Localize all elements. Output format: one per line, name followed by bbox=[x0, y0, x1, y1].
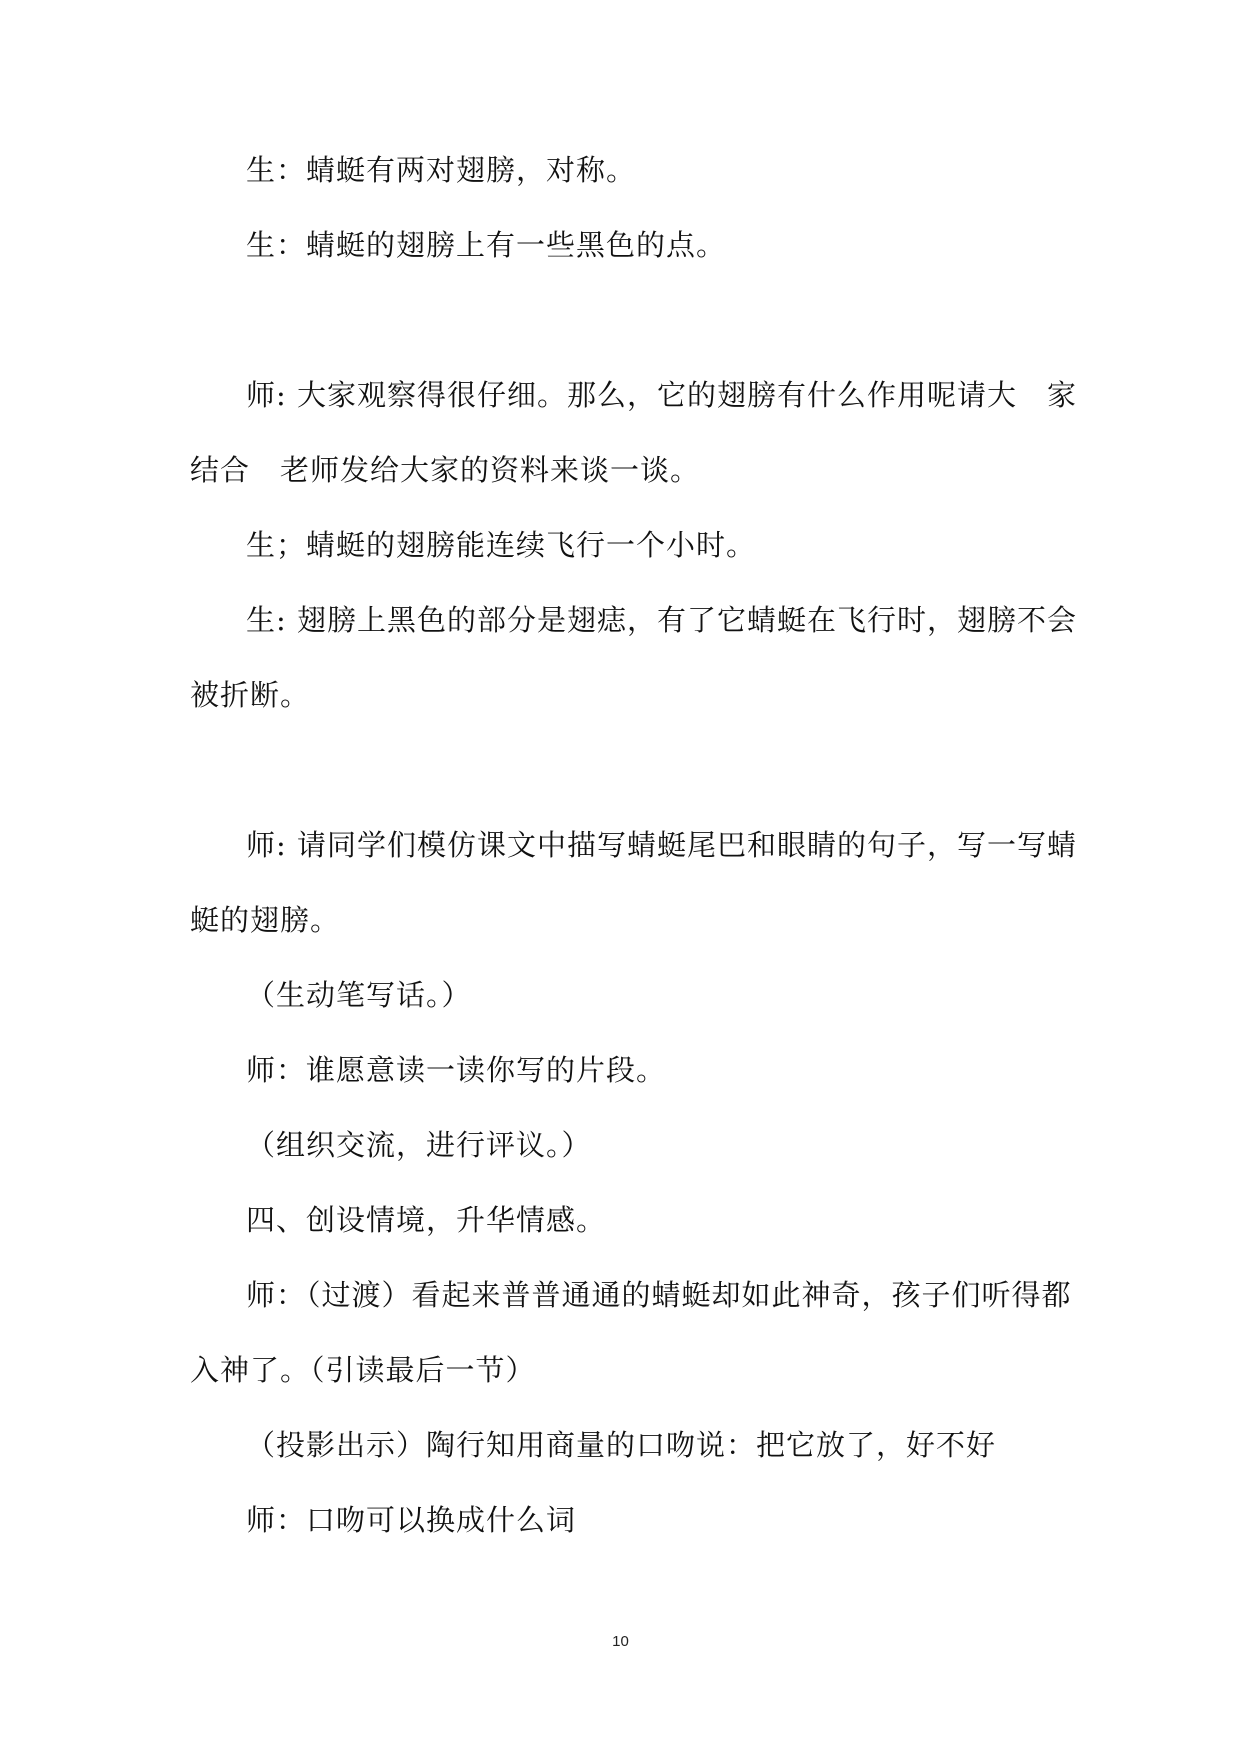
paragraph-line: 师：（过渡）看起来普普通通的蜻蜓却如此神奇，孩子们听得都 bbox=[246, 1278, 1072, 1312]
paragraph-line: （生动笔写话。） bbox=[246, 978, 472, 1012]
paragraph-line: 师：口吻可以换成什么词 bbox=[246, 1503, 577, 1537]
paragraph-line: 生：蜻蜓的翅膀上有一些黑色的点。 bbox=[246, 228, 727, 262]
paragraph-line: 被折断。 bbox=[190, 678, 311, 712]
paragraph-line: 入神了。（引读最后一节） bbox=[190, 1353, 536, 1387]
paragraph-line: 生：蜻蜓有两对翅膀，对称。 bbox=[246, 153, 637, 187]
paragraph-line: 师: 请同学们模仿课文中描写蜻蜓尾巴和眼睛的句子，写一写蜻 bbox=[246, 828, 1077, 862]
paragraph-line: 结合 老师发给大家的资料来谈一谈。 bbox=[190, 453, 701, 487]
paragraph-line: 生: 翅膀上黑色的部分是翅痣，有了它蜻蜓在飞行时，翅膀不会 bbox=[246, 603, 1077, 637]
paragraph-line: 四、创设情境，升华情感。 bbox=[246, 1203, 607, 1237]
page-number: 10 bbox=[612, 1633, 629, 1650]
paragraph-line: 师：谁愿意读一读你写的片段。 bbox=[246, 1053, 667, 1087]
paragraph-line: 师: 大家观察得很仔细。那么，它的翅膀有什么作用呢请大 家 bbox=[246, 378, 1077, 412]
paragraph-line: 生；蜻蜓的翅膀能连续飞行一个小时。 bbox=[246, 528, 757, 562]
paragraph-line: （投影出示）陶行知用商量的口吻说：把它放了，好不好 bbox=[246, 1428, 997, 1462]
paragraph-line: 蜓的翅膀。 bbox=[190, 903, 341, 937]
paragraph-line: （组织交流，进行评议。） bbox=[246, 1128, 592, 1162]
